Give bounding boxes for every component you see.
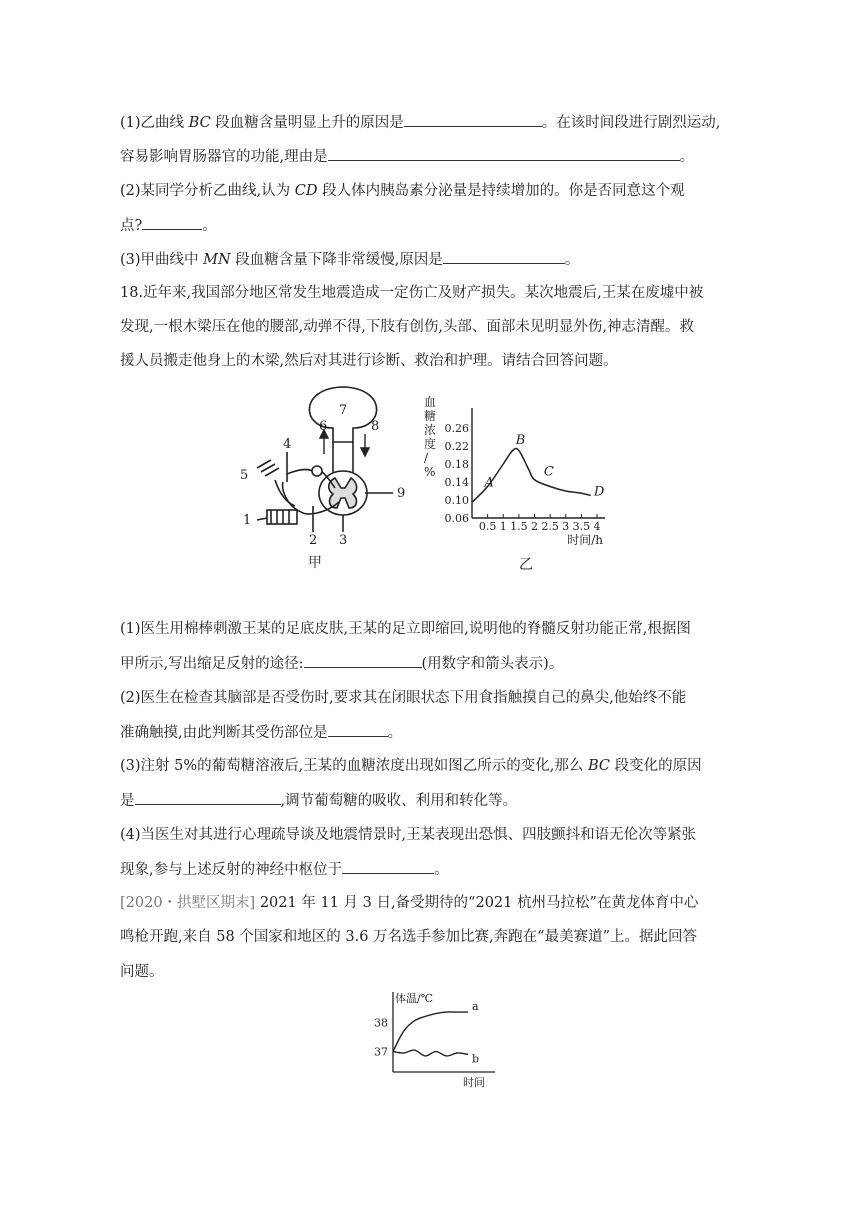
text: 。	[202, 218, 217, 234]
answer-blank[interactable]	[342, 859, 434, 874]
point-label-D: D	[593, 484, 605, 500]
text: 援人员搬走他身上的木梁,然后对其进行诊断、救治和护理。请结合回答问题。	[120, 353, 618, 369]
text: (4)当医生对其进行心理疏导谈及地震情景时,王某表现出恐惧、四肢颤抖和语无伦次等紧张	[120, 827, 697, 843]
text: (用数字和箭头表示)。	[421, 656, 564, 672]
label-5: 5	[240, 468, 249, 483]
text: 点?	[120, 218, 143, 234]
label-9: 9	[397, 486, 406, 501]
answer-blank[interactable]	[142, 215, 202, 230]
label-3: 3	[339, 533, 348, 548]
y-tick-label: 37	[374, 1045, 388, 1059]
y-tick-label: 0.10	[444, 494, 469, 507]
label-1: 1	[243, 513, 252, 528]
y-axis-label-char: 血	[424, 395, 437, 409]
figure-jia-caption: 甲	[308, 555, 322, 571]
y-tick-label: 0.18	[444, 458, 469, 471]
q18-s3-line2	[120, 790, 517, 811]
text: 18.近年来,我国部分地区常发生地震造成一定伤亡及财产损失。某次地震后,王某在废墟中被	[120, 285, 704, 301]
series-label-b: b	[472, 1052, 480, 1066]
y-tick-label: 0.26	[444, 422, 469, 435]
q18-s4-line1	[120, 825, 696, 845]
y-tick-label: 38	[374, 1016, 388, 1030]
source-tag: [2020・拱墅区期末]	[120, 895, 256, 911]
y-axis-label: 体温/℃	[395, 992, 434, 1005]
y-tick-label: 0.06	[444, 512, 469, 525]
text: BC	[587, 758, 611, 774]
figure-jia-reflex-arc	[235, 382, 420, 572]
text: 。	[387, 725, 403, 741]
q19-stem-line3	[120, 962, 164, 982]
q19-stem-line1	[120, 893, 698, 913]
text: 容易影响胃肠器官的功能,理由是	[120, 149, 328, 165]
q18-s2-line2	[120, 722, 402, 743]
text: 段变化的原因	[610, 758, 702, 774]
q18-s1-line2	[120, 653, 563, 674]
x-axis-label: 时间	[463, 1076, 485, 1089]
q17-part1-line2	[120, 146, 694, 167]
q18-stem-line3	[120, 351, 618, 371]
text: 。	[434, 862, 449, 878]
x-tick-label: 1.5	[510, 520, 528, 533]
point-label-B: B	[515, 432, 526, 448]
text: 。	[679, 149, 695, 165]
x-tick-label: 2.5	[541, 520, 559, 533]
text: (2)医生在检查其脑部是否受伤时,要求其在闭眼状态下用食指触摸自己的鼻尖,他始终不能	[120, 690, 687, 706]
q18-s3-line1	[120, 756, 702, 776]
text: (2)某同学分析乙曲线,认为	[120, 183, 295, 199]
q18-s4-line2	[120, 859, 449, 880]
series-line-a	[393, 1012, 468, 1052]
text: 。在该时间段进行剧烈运动,	[541, 115, 721, 131]
point-label-C: C	[543, 464, 554, 480]
y-axis-label-char: 糖	[424, 409, 437, 423]
chart-body-temperature	[360, 986, 500, 1090]
text: 段血糖含量明显上升的原因是	[210, 115, 404, 131]
text: 鸣枪开跑,来自 58 个国家和地区的 3.6 万名选手参加比赛,奔跑在“最美赛道”上。据此回答	[120, 929, 697, 945]
text: (3)甲曲线中	[120, 252, 204, 268]
text: MN	[203, 252, 231, 268]
x-tick-label: 3.5	[572, 520, 591, 533]
label-7: 7	[339, 403, 348, 418]
text: 段人体内胰岛素分泌量是持续增加的。你是否同意这个观	[317, 183, 685, 199]
label-2: 2	[309, 533, 318, 548]
text: 是	[120, 793, 135, 809]
series-label-a: a	[472, 1000, 479, 1014]
x-tick-label: 0.5	[478, 520, 497, 533]
chart-yi-blood-sugar	[420, 390, 630, 560]
answer-blank[interactable]	[328, 146, 680, 161]
text: 准确触摸,由此判断其受伤部位是	[120, 725, 328, 741]
y-axis-label-char: /	[424, 451, 429, 465]
q18-s1-line1	[120, 619, 691, 639]
answer-blank[interactable]	[328, 722, 388, 737]
y-tick-label: 0.22	[444, 440, 469, 453]
text: 发现,一根木梁压在他的腰部,动弹不得,下肢有创伤,头部、面部未见明显外伤,神志清醒。救	[120, 319, 695, 335]
x-tick-label: 1	[499, 520, 507, 533]
text: (1)医生用棉棒刺激王某的足底皮肤,王某的足立即缩回,说明他的脊髓反射功能正常,根据图	[120, 621, 691, 637]
q18-s2-line1	[120, 688, 686, 708]
text: 段血糖含量下降非常缓慢,原因是	[230, 252, 443, 268]
label-6: 6	[319, 419, 328, 434]
y-axis-label-char: 度	[424, 437, 437, 451]
q18-stem-line2	[120, 317, 694, 337]
chart-yi-caption: 乙	[519, 557, 533, 573]
text: CD	[294, 183, 318, 199]
text: 。	[564, 252, 580, 268]
q17-part3	[120, 249, 579, 270]
text: 问题。	[120, 964, 164, 980]
text: 甲所示,写出缩足反射的途径:	[120, 656, 304, 672]
label-4: 4	[283, 437, 292, 452]
label-8: 8	[371, 419, 380, 434]
x-tick-label: 3	[562, 520, 570, 533]
answer-blank[interactable]	[404, 112, 542, 127]
y-axis-label-char: %	[424, 465, 436, 479]
x-tick-label: 2	[531, 520, 538, 533]
q19-stem-line2	[120, 927, 697, 947]
answer-blank[interactable]	[135, 790, 281, 805]
text: 2021 年 11 月 3 日,备受期待的“2021 杭州马拉松”在黄龙体育中心	[255, 895, 699, 911]
q17-part2-line1	[120, 181, 685, 201]
q17-part2-line2	[120, 215, 217, 236]
series-line-b	[393, 1050, 468, 1056]
text: (3)注射 5%的葡萄糖溶液后,王某的血糖浓度出现如图乙所示的变化,那么	[120, 758, 588, 774]
text: ,调节葡萄糖的吸收、利用和转化等。	[280, 793, 518, 809]
y-axis-label-char: 浓	[424, 423, 437, 437]
point-label-A: A	[484, 475, 494, 491]
q17-part1-line1	[120, 112, 720, 133]
text: BC	[188, 115, 211, 131]
x-tick-label: 4	[593, 520, 601, 533]
x-axis-label: 时间/h	[567, 533, 603, 547]
text: 现象,参与上述反射的神经中枢位于	[120, 862, 343, 878]
answer-blank[interactable]	[304, 653, 422, 668]
text: (1)乙曲线	[120, 115, 189, 131]
y-tick-label: 0.14	[444, 476, 469, 489]
answer-blank[interactable]	[443, 249, 565, 264]
q18-stem-line1	[120, 283, 703, 303]
